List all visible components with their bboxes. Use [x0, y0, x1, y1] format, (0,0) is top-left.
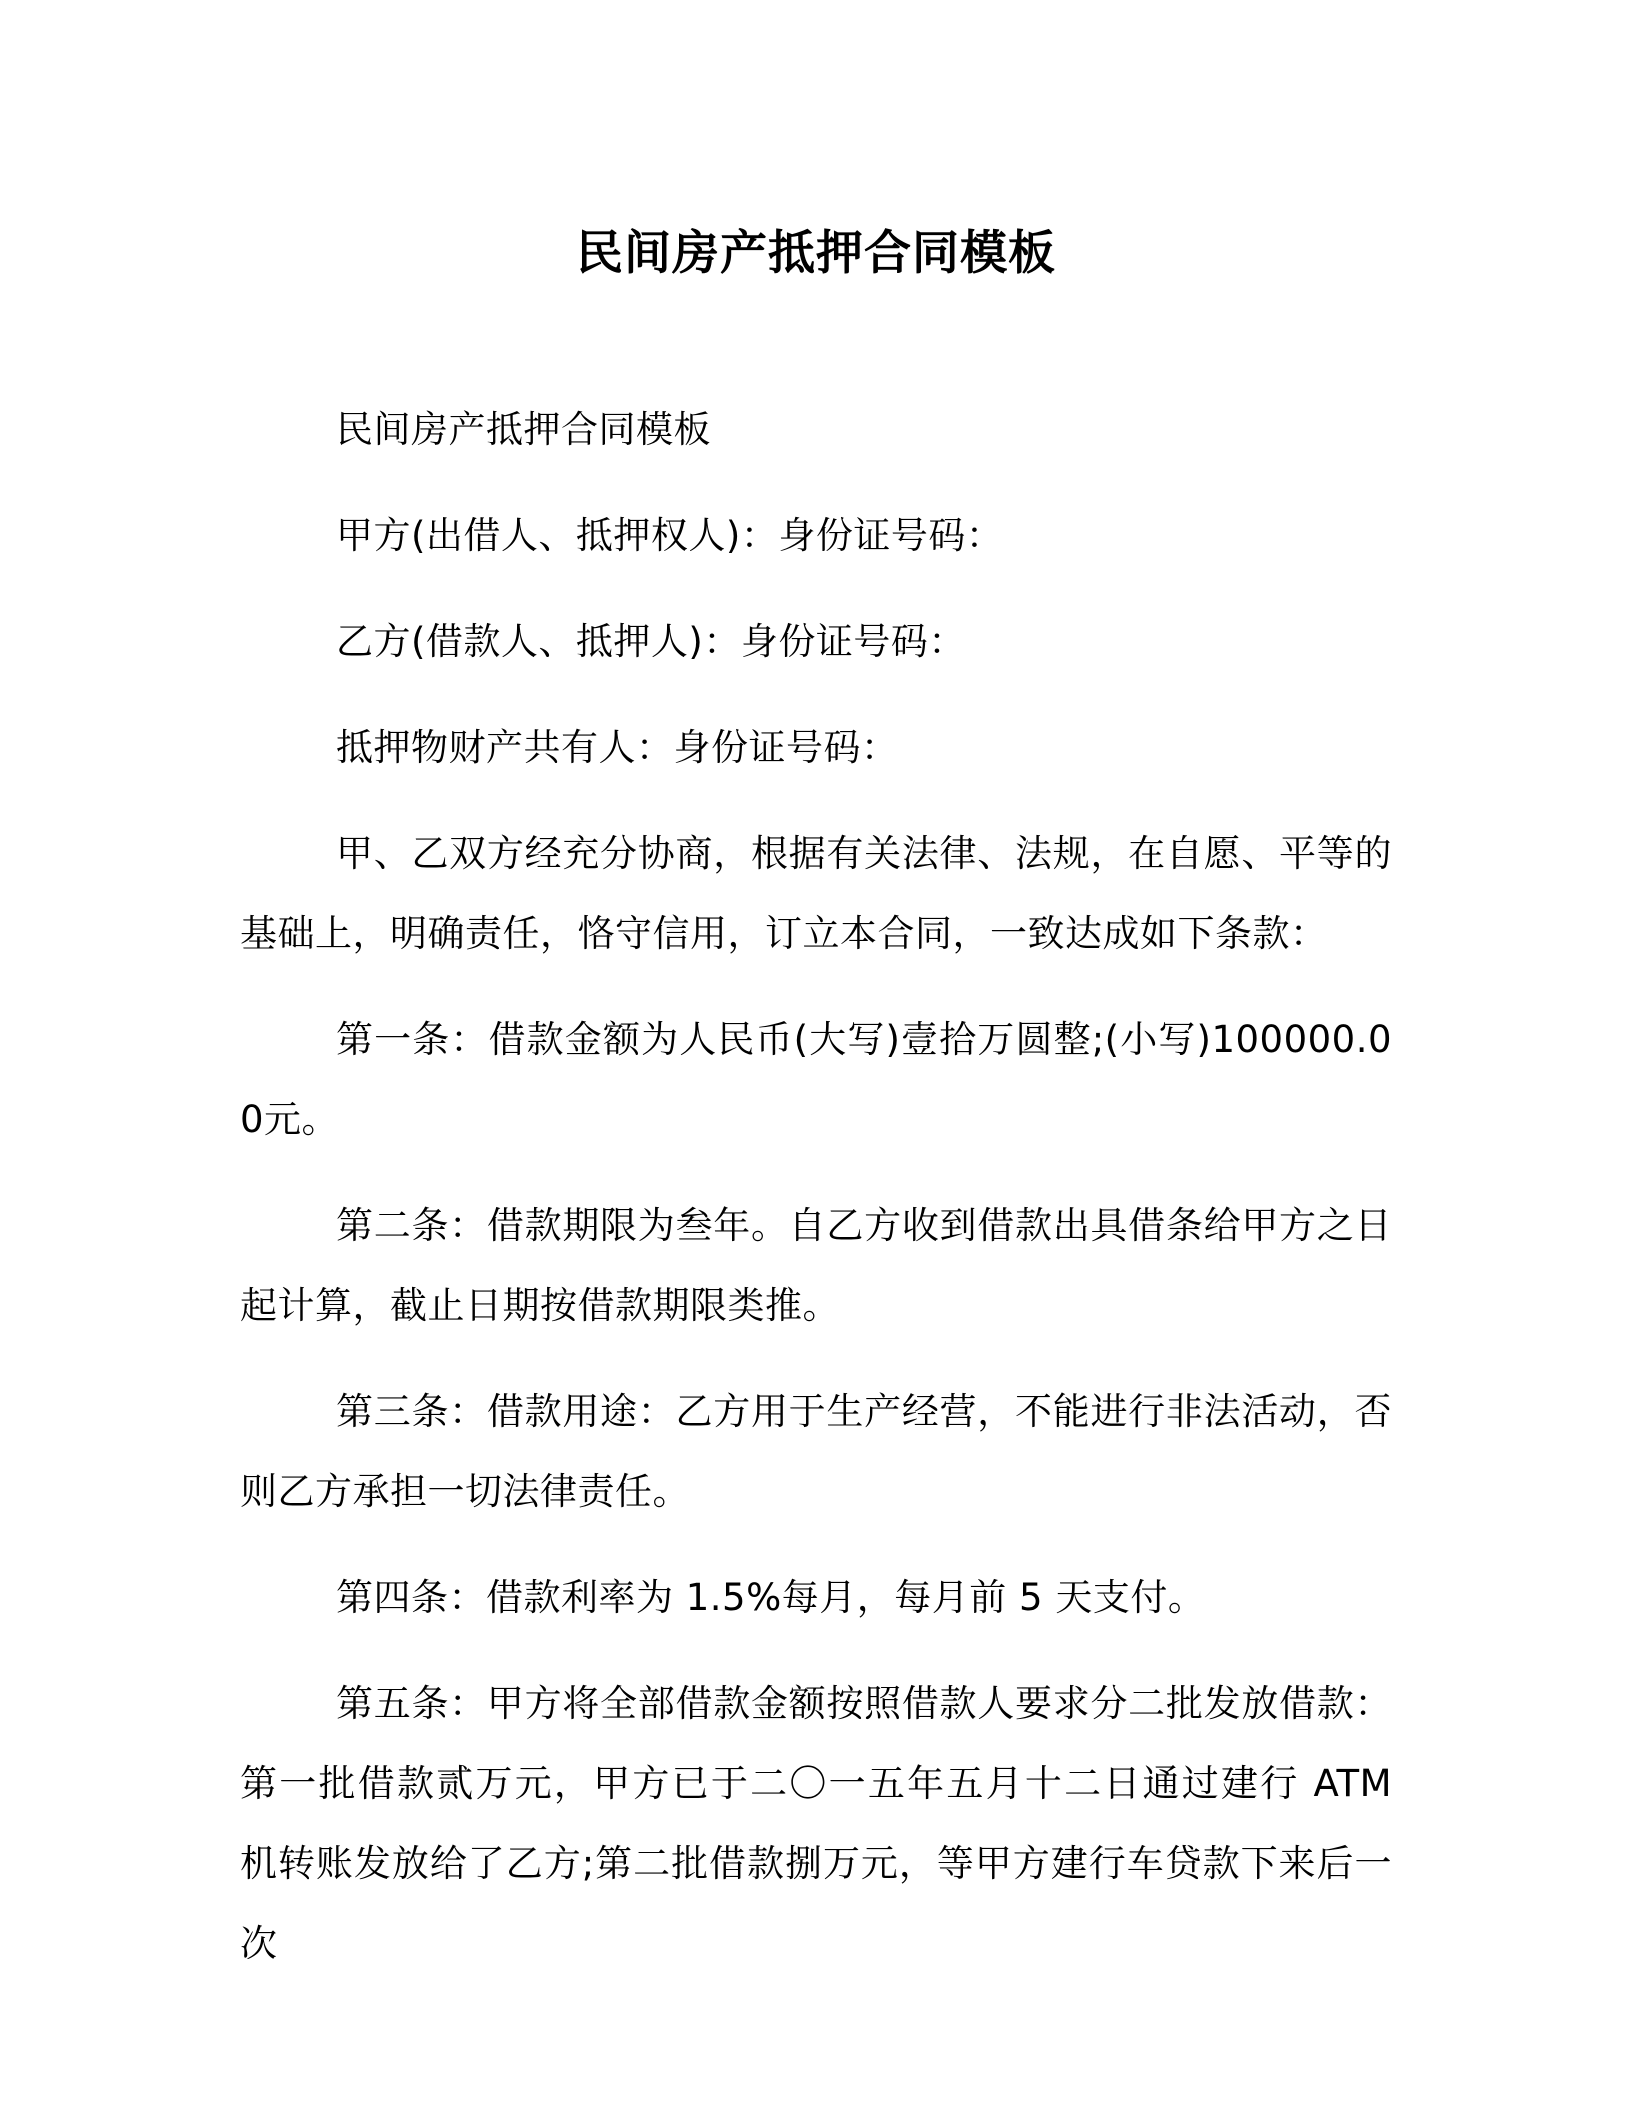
- paragraph-article-3: 第三条：借款用途：乙方用于生产经营，不能进行非法活动，否则乙方承担一切法律责任。: [240, 1390, 1392, 1513]
- paragraph-article-2: 第二条：借款期限为叁年。自乙方收到借款出具借条给甲方之日起计算，截止日期按借款期限类推。: [240, 1204, 1392, 1327]
- paragraph-heading: 民间房产抵押合同模板: [336, 408, 711, 451]
- document-body: [240, 390, 1392, 2010]
- paragraph-article-1: 第一条：借款金额为人民币(大写)壹拾万圆整;(小写)100000.00元。: [240, 1018, 1392, 1141]
- paragraph-party-a: 甲方(出借人、抵押权人)：身份证号码：: [336, 514, 1004, 557]
- paragraph-party-b: 乙方(借款人、抵押人)：身份证号码：: [336, 620, 966, 663]
- paragraph-article-4: 第四条：借款利率为 1.5%每月，每月前 5 天支付。: [336, 1576, 1206, 1619]
- paragraph-preamble: 甲、乙双方经充分协商，根据有关法律、法规，在自愿、平等的基础上，明确责任，恪守信用，订立本合同，一致达成如下条款：: [240, 832, 1392, 955]
- paragraph-article-5: 第五条：甲方将全部借款金额按照借款人要求分二批发放借款：第一批借款贰万元，甲方已于二〇一五年五月十二日通过建行 ATM 机转账发放给了乙方;第二批借款捌万元，等甲方建行车贷款下来后一次: [240, 1682, 1392, 1965]
- document-title: 民间房产抵押合同模板: [576, 226, 1056, 281]
- paragraph-co-owner: 抵押物财产共有人：身份证号码：: [336, 726, 899, 769]
